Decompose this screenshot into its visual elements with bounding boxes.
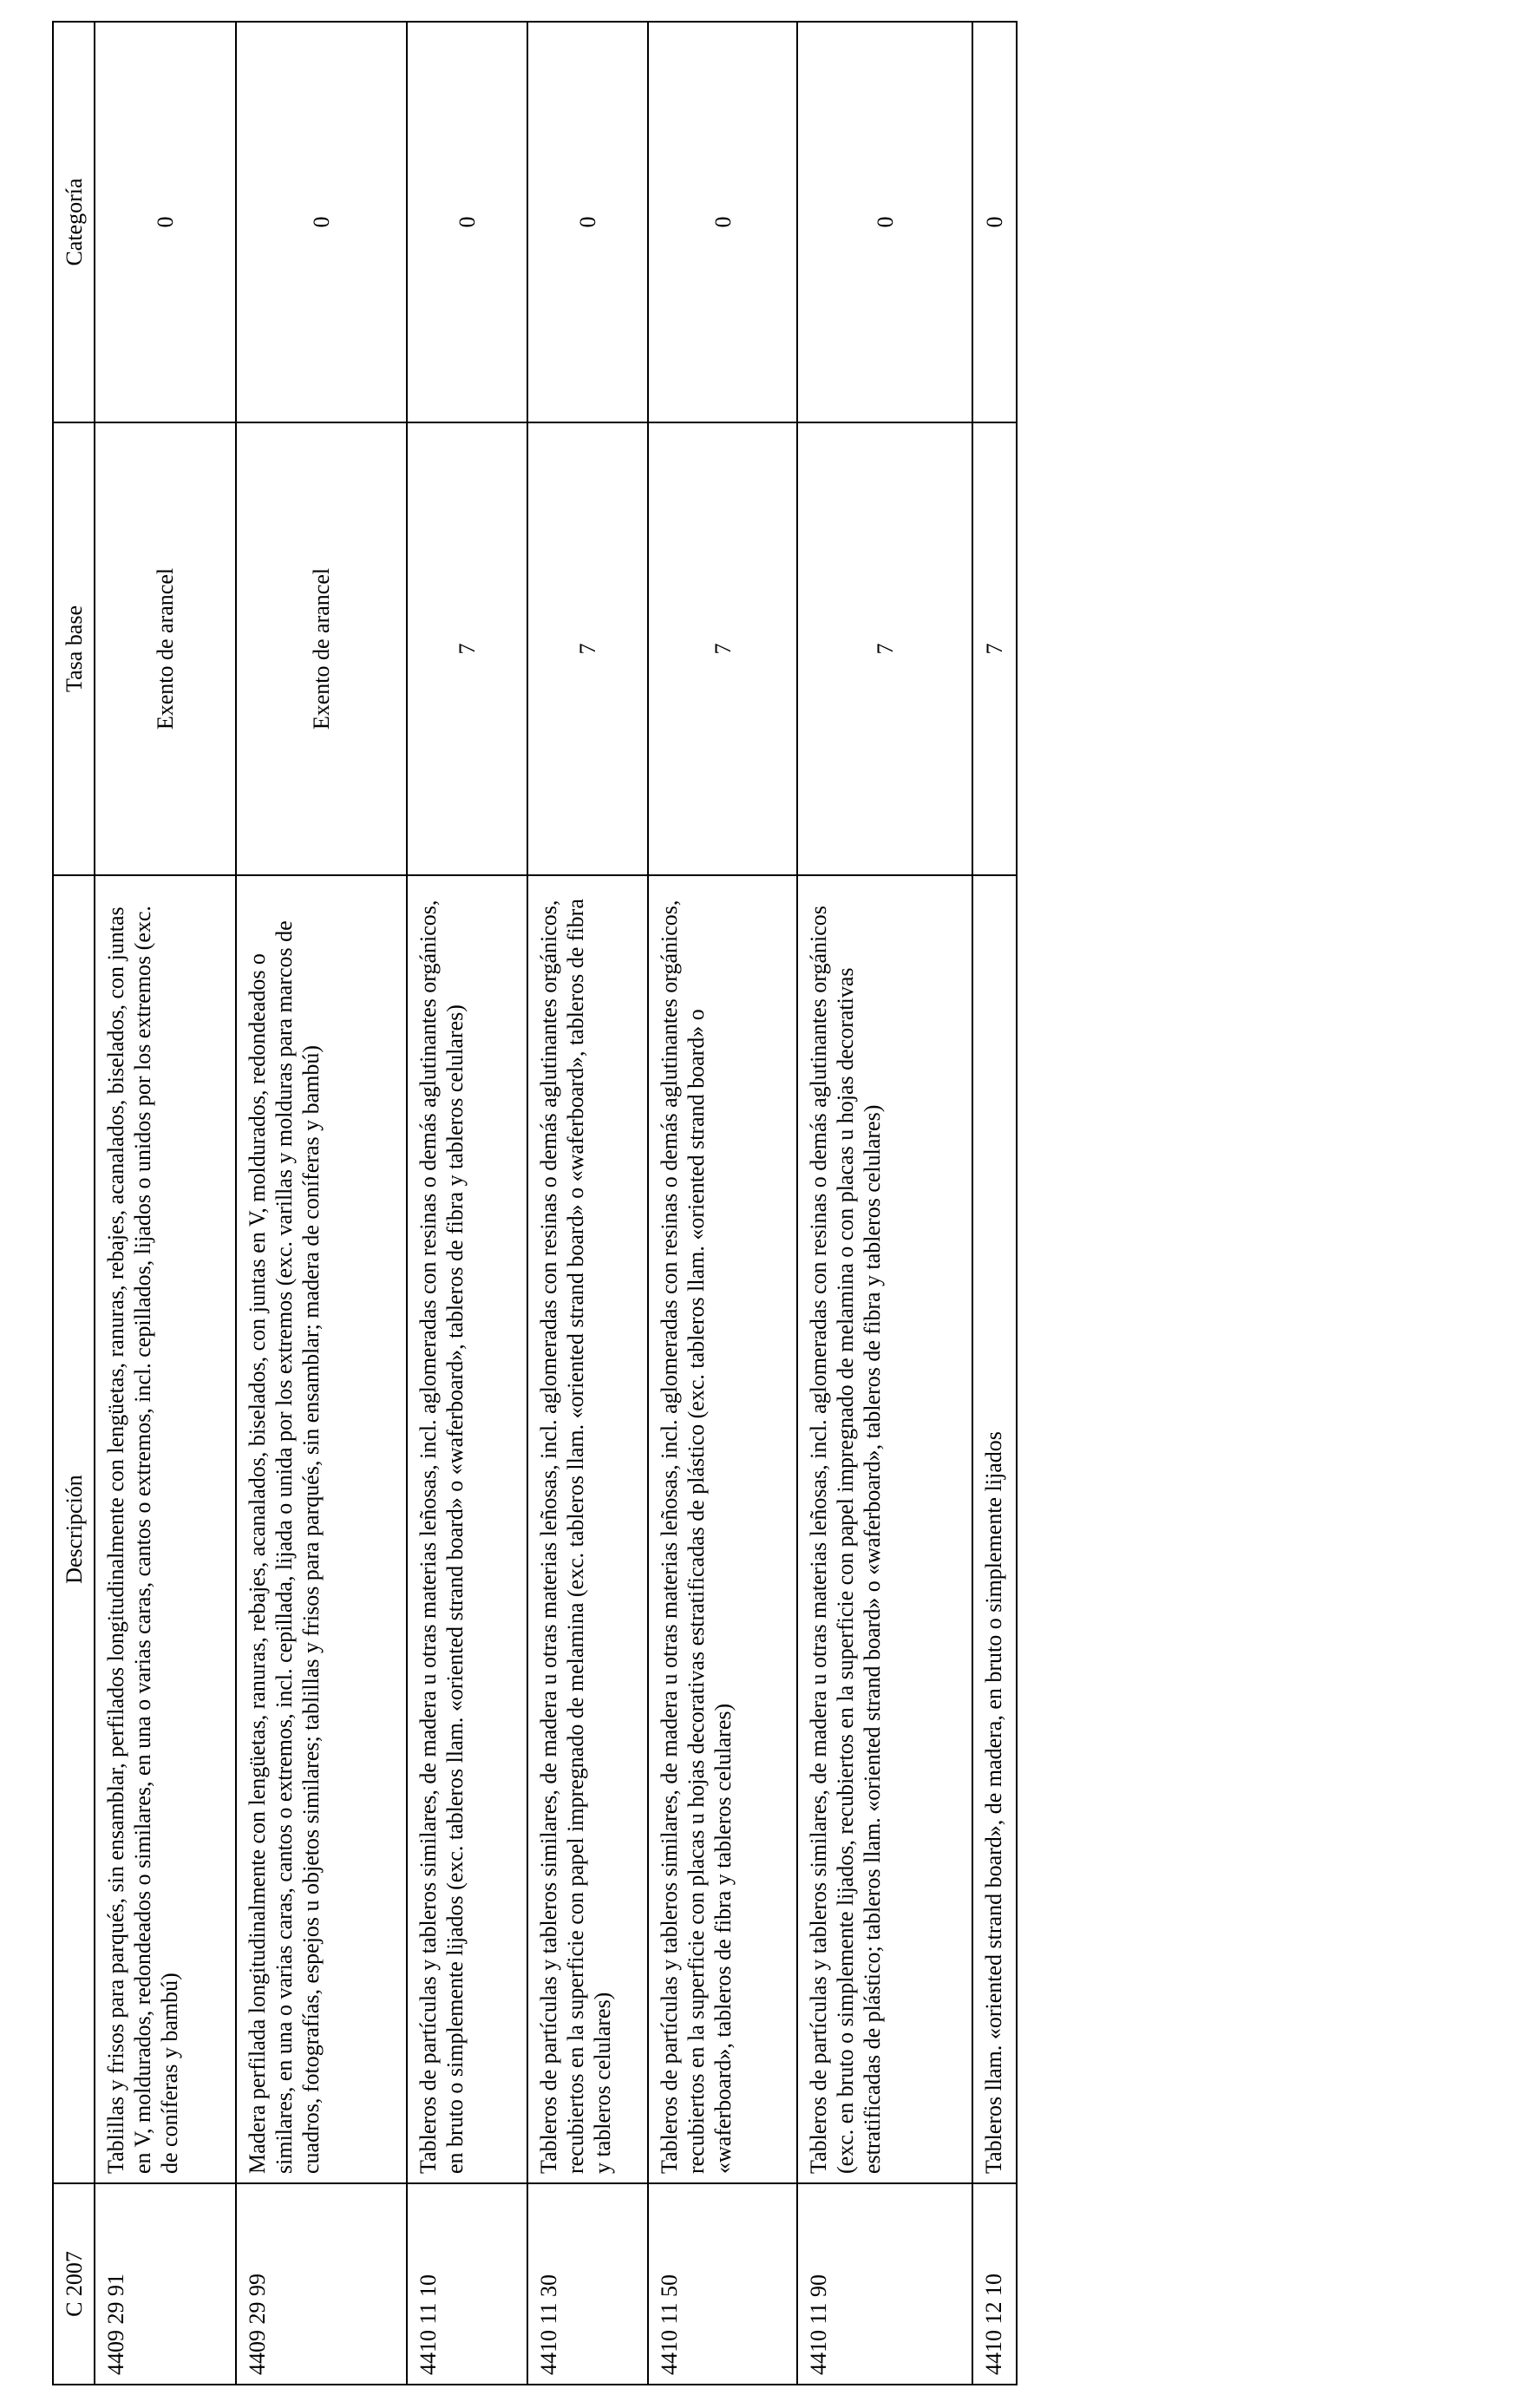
table-row <box>527 22 648 2385</box>
header-row <box>53 22 95 2385</box>
row-category: 0 <box>95 22 236 422</box>
row-description: Tableros llam. «oriented strand board», de madera, en bruto o simplemente lijados <box>972 875 1017 2183</box>
header-base-rate: Tasa base <box>53 422 95 875</box>
row-code: 4410 11 90 <box>797 2183 972 2385</box>
row-description: Tableros de partículas y tableros similares, de madera u otras materias leñosas, incl. aglomeradas con resinas o demás aglutinantes orgánicos, en bruto o simplemente lijados (exc. tableros llam. «oriented strand board» o «waferboard», tableros de fibra y tableros celulares) <box>407 875 527 2183</box>
table-row <box>407 22 527 2385</box>
row-category: 0 <box>797 22 972 422</box>
row-base-rate: 7 <box>407 422 527 875</box>
row-category: 0 <box>972 22 1017 422</box>
table-row <box>95 22 236 2385</box>
table-row <box>972 22 1017 2385</box>
row-description: Tableros de partículas y tableros similares, de madera u otras materias leñosas, incl. aglomeradas con resinas o demás aglutinantes orgánicos, recubiertos en la superficie con papel impregnado de melamina (exc. tableros llam. «oriented strand board» o «waferboard», tableros de fibra y tableros celulares) <box>527 875 648 2183</box>
row-base-rate: Exento de arancel <box>236 422 407 875</box>
table-row <box>797 22 972 2385</box>
row-code: 4410 11 30 <box>527 2183 648 2385</box>
row-category: 0 <box>527 22 648 422</box>
row-base-rate: Exento de arancel <box>95 422 236 875</box>
row-description: Tablillas y frisos para parqués, sin ensamblar, perfilados longitudinalmente con lengüetas, ranuras, rebajes, acanalados, biselados, con juntas en V, moldurados, redondeados o similares, en una o varias caras, cantos o extremos, incl. cepillados, lijados o unidos por los extremos (exc. de coníferas y bambú) <box>95 875 236 2183</box>
row-base-rate: 7 <box>972 422 1017 875</box>
tariff-table <box>52 21 1018 2385</box>
row-category: 0 <box>648 22 797 422</box>
row-category: 0 <box>236 22 407 422</box>
header-description: Descripción <box>53 875 95 2183</box>
row-code: 4410 11 50 <box>648 2183 797 2385</box>
row-base-rate: 7 <box>527 422 648 875</box>
row-code: 4409 29 91 <box>95 2183 236 2385</box>
row-description: Madera perfilada longitudinalmente con lengüetas, ranuras, rebajes, acanalados, biselados, con juntas en V, moldurados, redondeados o similares, en una o varias caras, cantos o extremos, incl. cepillada, lijada o unida por los extremos (exc. varillas y molduras para marcos de cuadros, fotografías, espejos u objetos similares; tablillas y frisos para parqués, sin ensamblar; madera de coníferas y bambú) <box>236 875 407 2183</box>
rotated-table-page <box>52 23 1018 2385</box>
table-row <box>236 22 407 2385</box>
row-category: 0 <box>407 22 527 422</box>
row-code: 4410 12 10 <box>972 2183 1017 2385</box>
header-category: Categoría <box>53 22 95 422</box>
row-description: Tableros de partículas y tableros similares, de madera u otras materias leñosas, incl. aglomeradas con resinas o demás aglutinantes orgánicos (exc. en bruto o simplemente lijados, recubiertos en la superficie con papel impregnado de melamina o con placas u hojas decorativas estratificadas de plástico; tableros llam. «oriented strand board» o «waferboard», tableros de fibra y tableros celulares) <box>797 875 972 2183</box>
row-base-rate: 7 <box>797 422 972 875</box>
header-code: C 2007 <box>53 2183 95 2385</box>
row-description: Tableros de partículas y tableros similares, de madera u otras materias leñosas, incl. aglomeradas con resinas o demás aglutinantes orgánicos, recubiertos en la superficie con placas u hojas decorativas estratificadas de plástico (exc. tableros llam. «oriented strand board» o «waferboard», tableros de fibra y tableros celulares) <box>648 875 797 2183</box>
row-base-rate: 7 <box>648 422 797 875</box>
row-code: 4410 11 10 <box>407 2183 527 2385</box>
row-code: 4409 29 99 <box>236 2183 407 2385</box>
table-row <box>648 22 797 2385</box>
